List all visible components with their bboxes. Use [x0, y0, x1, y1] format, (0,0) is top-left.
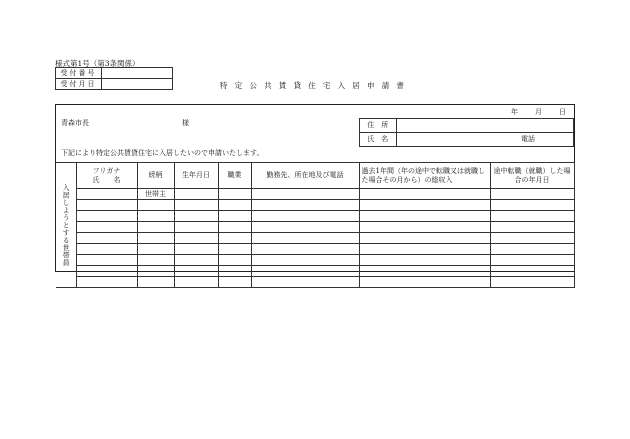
receipt-box [55, 67, 173, 90]
header-workplace: 勤務先、所在地及び電話 [251, 163, 359, 189]
table-cell[interactable] [251, 189, 359, 200]
application-form [55, 104, 575, 272]
table-cell[interactable] [359, 189, 490, 200]
header-job-change: 途中転職（就職）した場合の年月日 [490, 163, 574, 189]
name-field[interactable] [396, 133, 574, 147]
address-label: 住 所 [360, 119, 397, 133]
table-cell[interactable] [218, 189, 251, 200]
statement-text: 下記により特定公共賃貸住宅に入居したいので申請いたします。 [61, 149, 264, 157]
table-cell[interactable] [490, 189, 574, 200]
phone-label: 電話 [521, 135, 535, 143]
header-birth-date: 生年月日 [174, 163, 218, 189]
table-row [56, 233, 574, 244]
table-row [56, 200, 574, 211]
household-side-label: 入居しようとする世帯員 [56, 163, 76, 288]
header-name: 氏 名 [92, 175, 121, 184]
table-cell[interactable] [76, 189, 137, 200]
table-row [56, 189, 574, 200]
header-furigana-name [76, 163, 137, 189]
receipt-date-field[interactable] [102, 79, 173, 90]
address-field[interactable] [396, 119, 574, 133]
header-income: 過去1年間（年の途中で転職又は就職した場合その月から）の総収入 [359, 163, 490, 189]
table-row [56, 255, 574, 266]
addressee-mayor: 青森市長 [61, 119, 89, 127]
name-label: 氏 名 [360, 133, 397, 147]
page-title: 特定公共賃貸住宅入居申請書 [220, 81, 412, 90]
household-table [56, 162, 575, 288]
head-of-household-label: 世帯主 [137, 189, 174, 200]
table-row [56, 211, 574, 222]
receipt-number-label: 受付番号 [56, 68, 102, 79]
addressee-honorific: 様 [182, 119, 189, 127]
application-date: 年 月 日 [511, 108, 567, 116]
table-row [56, 244, 574, 255]
table-row [56, 277, 574, 288]
receipt-date-label: 受付月日 [56, 79, 102, 90]
form-number: 様式第1号（第3条関係） [55, 59, 140, 68]
header-occupation: 職業 [218, 163, 251, 189]
header-furigana: フリガナ [92, 166, 121, 175]
table-row [56, 266, 574, 277]
applicant-info [359, 118, 574, 147]
table-cell[interactable] [174, 189, 218, 200]
header-relationship: 続柄 [137, 163, 174, 189]
receipt-number-field[interactable] [102, 68, 173, 79]
table-row [56, 222, 574, 233]
